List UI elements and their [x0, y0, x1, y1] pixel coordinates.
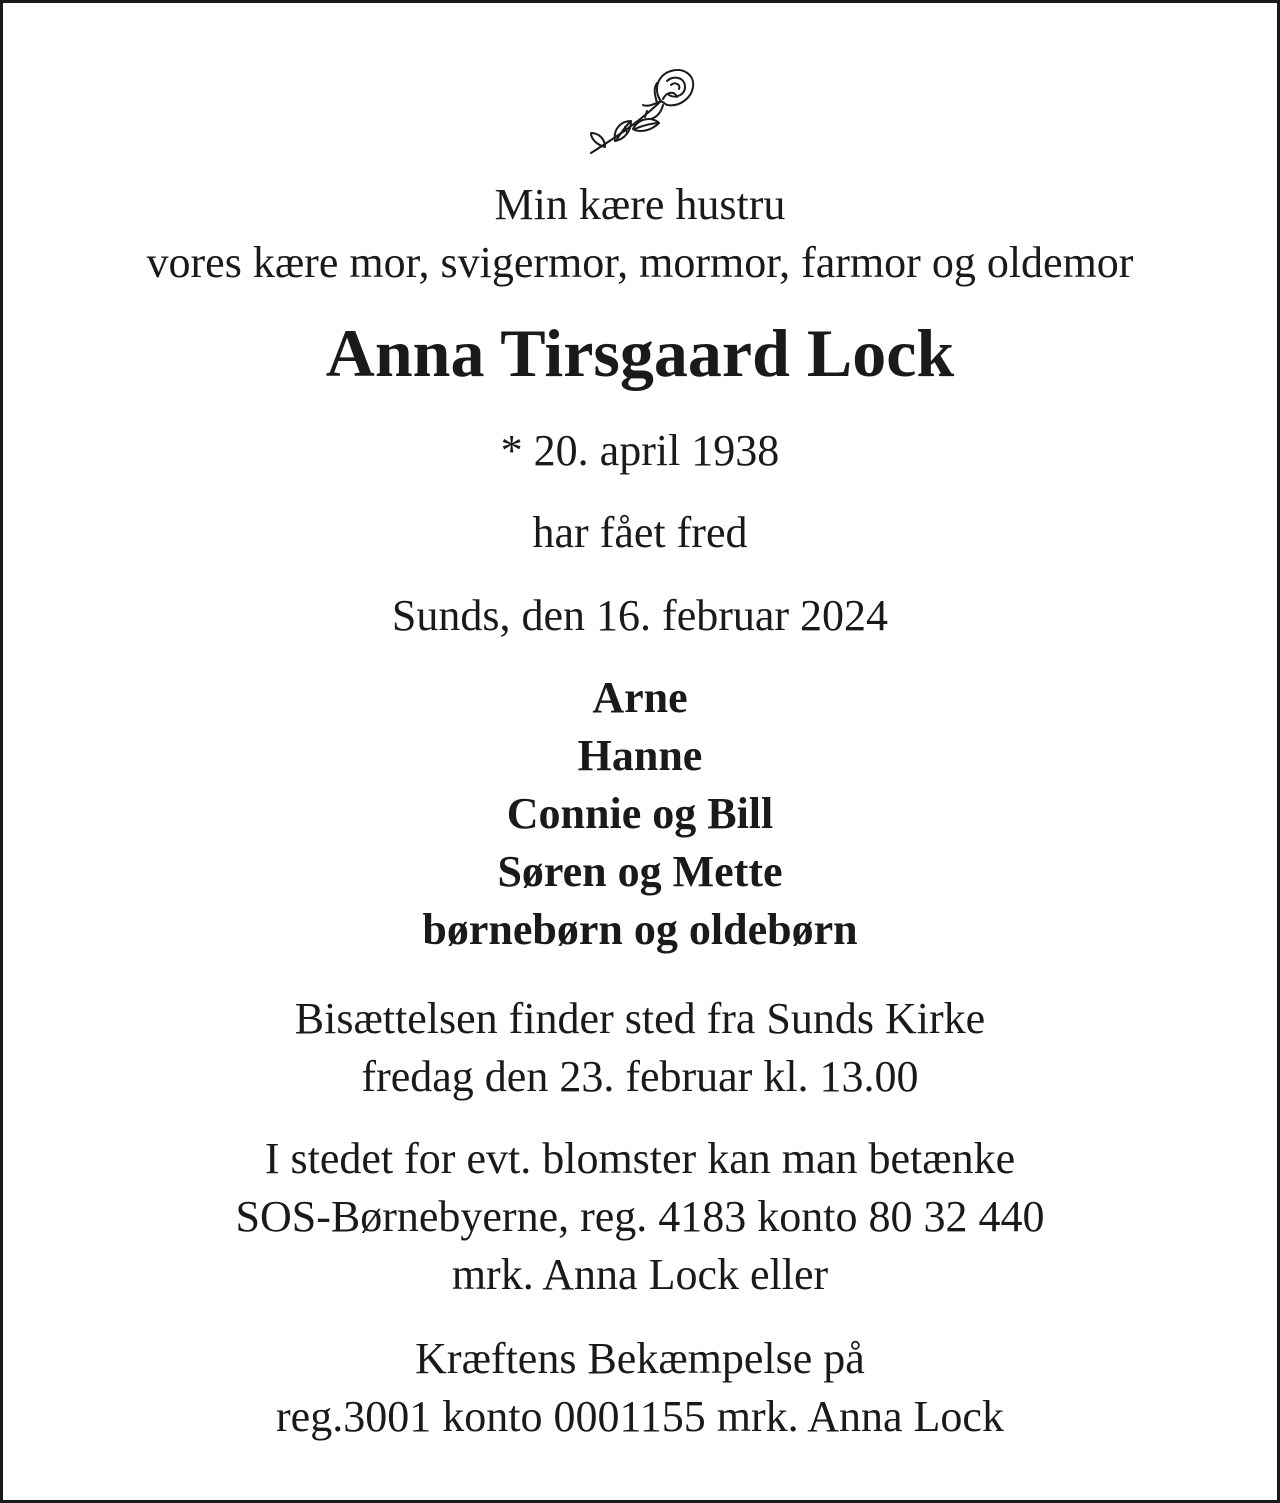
mourner-name: Arne: [592, 673, 688, 722]
place-date: Sunds, den 16. februar 2024: [391, 591, 889, 640]
rose-icon: [583, 61, 703, 161]
deceased-name: Anna Tirsgaard Lock: [325, 315, 955, 391]
funeral-line-1: Bisættelsen finder sted fra Sunds Kirke: [294, 994, 986, 1043]
donation-line-2: SOS-Børnebyerne, reg. 4183 konto 80 32 440: [235, 1192, 1045, 1241]
funeral-line-2: fredag den 23. februar kl. 13.00: [361, 1052, 919, 1101]
donation-line-5: reg.3001 konto 0001155 mrk. Anna Lock: [276, 1392, 1004, 1441]
birth-date: * 20. april 1938: [500, 426, 780, 475]
mourner-name: børnebørn og oldebørn: [422, 905, 858, 954]
donation-line-3: mrk. Anna Lock eller: [451, 1250, 829, 1299]
passed-text: har fået fred: [532, 508, 748, 557]
donation-line-1: I stedet for evt. blomster kan man betænke: [264, 1134, 1016, 1183]
mourner-name: Connie og Bill: [506, 789, 774, 838]
intro-line-1: Min kære hustru: [494, 180, 786, 229]
donation-line-4: Kræftens Bekæmpelse på: [415, 1334, 865, 1383]
mourner-name: Hanne: [577, 731, 703, 780]
mourner-name: Søren og Mette: [497, 847, 783, 896]
intro-line-2: vores kære mor, svigermor, mormor, farmor og oldemor: [146, 238, 1134, 287]
